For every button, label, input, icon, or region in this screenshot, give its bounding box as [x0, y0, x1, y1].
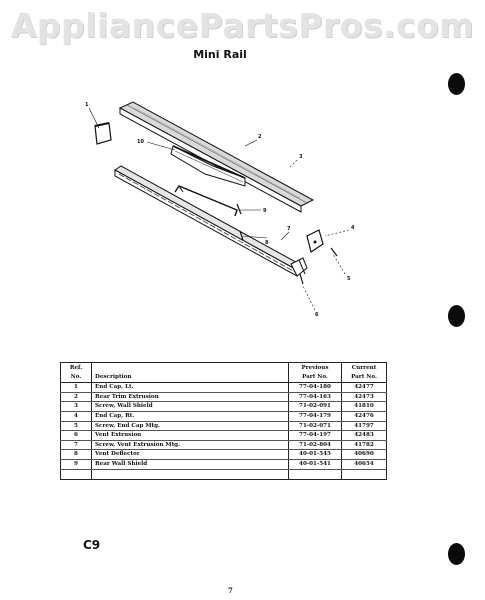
right-end-cap-part [307, 230, 323, 252]
callout-10: 10 [137, 139, 144, 145]
callout-9: 9 [263, 208, 267, 214]
description-cell: End Cap, Rt. [92, 411, 289, 421]
ref-cell: 1 [61, 383, 92, 393]
page-title: Mini Rail [193, 48, 247, 61]
table-row [61, 459, 387, 469]
watermark: AppliancePartsPros.com [10, 6, 475, 45]
previous-part-cell: 40-01-541 [289, 459, 342, 469]
description-cell: Rear Wall Shield [92, 459, 289, 469]
ref-cell: 9 [61, 459, 92, 469]
description-cell: Screw, Vent Extrusion Mtg. [92, 440, 289, 450]
rear-trim-extrusion-part [120, 102, 313, 212]
previous-part-cell: 77-04-179 [289, 411, 342, 421]
table-header-row [61, 363, 387, 383]
current-part-cell: 40690 [342, 450, 387, 460]
ref-cell: 7 [61, 440, 92, 450]
exploded-parts-diagram [75, 88, 375, 328]
ref-cell: 8 [61, 450, 92, 460]
callout-4: 4 [351, 225, 355, 231]
current-part-cell: 42483 [342, 431, 387, 441]
punch-hole-middle [448, 305, 465, 327]
previous-part-cell: 71-02-804 [289, 440, 342, 450]
callout-5: 5 [347, 276, 351, 282]
callout-6: 6 [315, 312, 319, 318]
ref-cell: 2 [61, 392, 92, 402]
previous-part-cell: 40-01-545 [289, 450, 342, 460]
callout-1: 1 [85, 102, 89, 108]
callout-3: 3 [299, 154, 303, 160]
callout-8: 8 [265, 240, 269, 246]
current-part-cell: 40654 [342, 459, 387, 469]
previous-part-header: Previous Part No. [289, 363, 342, 383]
description-header: Description [92, 363, 289, 383]
description-cell: Screw, Wall Shield [92, 402, 289, 412]
ref-cell: 6 [61, 431, 92, 441]
parts-table [60, 362, 387, 480]
table-row [61, 450, 387, 460]
current-part-cell: 41782 [342, 440, 387, 450]
previous-part-cell: 77-04-197 [289, 431, 342, 441]
description-cell: Rear Trim Extrusion [92, 392, 289, 402]
table-row [61, 383, 387, 393]
table-row [61, 421, 387, 431]
current-part-cell: 42477 [342, 383, 387, 393]
previous-part-cell: 77-04-180 [289, 383, 342, 393]
table-row [61, 440, 387, 450]
current-part-header: Current Part No. [342, 363, 387, 383]
callout-2: 2 [258, 134, 262, 140]
ref-cell: 5 [61, 421, 92, 431]
ref-cell: 4 [61, 411, 92, 421]
current-part-cell: 41810 [342, 402, 387, 412]
previous-part-cell: 77-04-163 [289, 392, 342, 402]
description-cell: Vent Extrusion [92, 431, 289, 441]
table-row [61, 431, 387, 441]
callout-7: 7 [287, 226, 291, 232]
punch-hole-bottom [448, 543, 465, 565]
current-part-cell: 42476 [342, 411, 387, 421]
table-row-blank [61, 469, 387, 479]
table-row [61, 402, 387, 412]
punch-hole-top [448, 73, 465, 95]
description-cell: Vent Deflector [92, 450, 289, 460]
current-part-cell: 41797 [342, 421, 387, 431]
section-code: C9 [83, 538, 101, 552]
ref-cell: 3 [61, 402, 92, 412]
table-row [61, 392, 387, 402]
page-number: 7 [228, 586, 233, 595]
description-cell: Screw, End Cap Mtg. [92, 421, 289, 431]
description-cell: End Cap, Lt. [92, 383, 289, 393]
ref-no-header: Ref. No. [61, 363, 92, 383]
previous-part-cell: 71-02-071 [289, 421, 342, 431]
table-row [61, 411, 387, 421]
current-part-cell: 42473 [342, 392, 387, 402]
previous-part-cell: 71-02-091 [289, 402, 342, 412]
